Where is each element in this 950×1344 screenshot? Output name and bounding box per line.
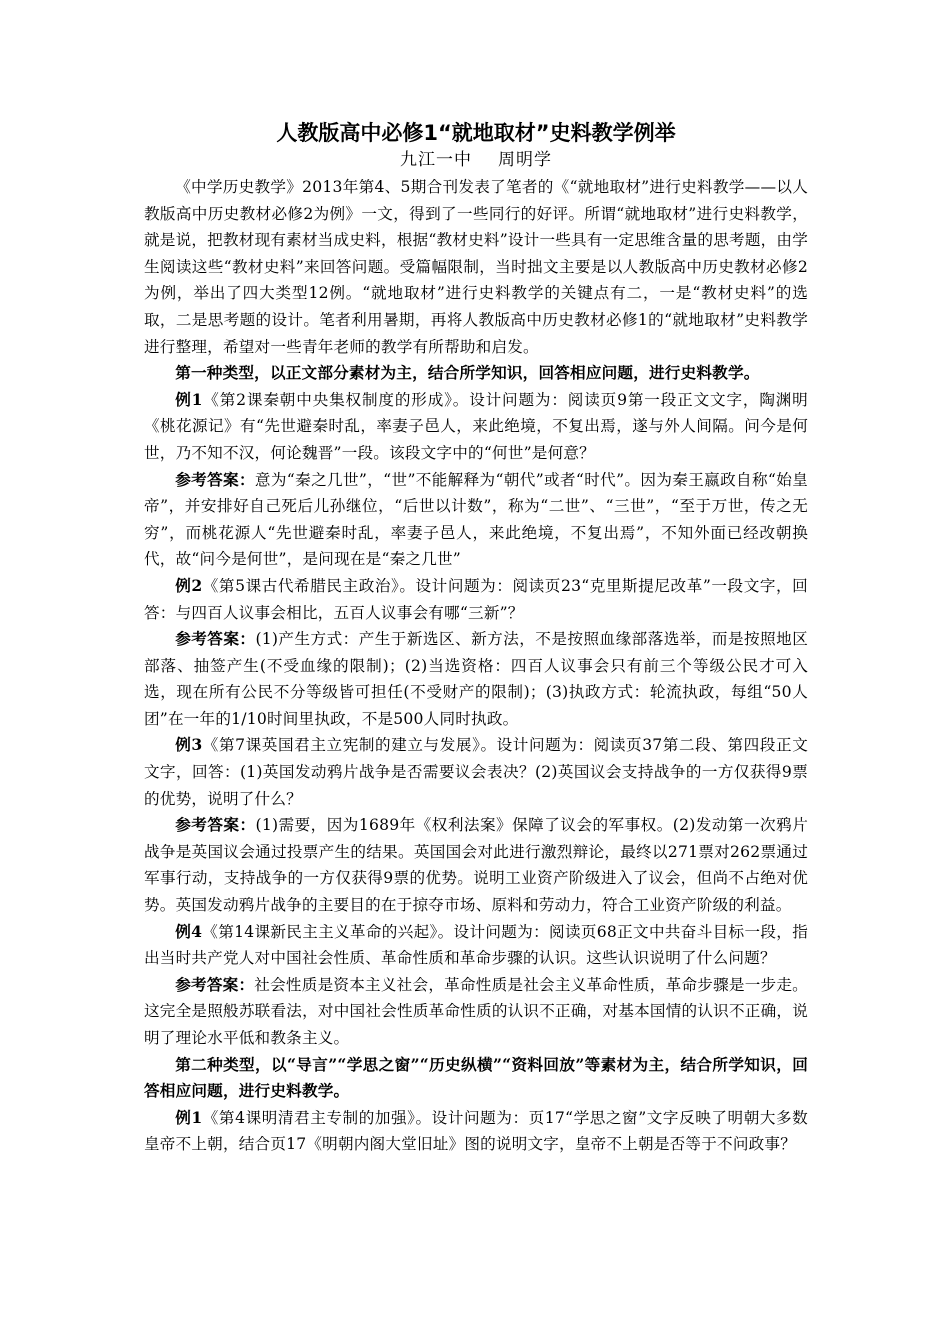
section2-example1-question bbox=[144, 1105, 808, 1158]
answer-label: 参考答案： bbox=[175, 469, 255, 489]
section1-example2-question bbox=[144, 573, 808, 626]
example-label: 例2 bbox=[175, 575, 203, 595]
author-name: 周明学 bbox=[498, 150, 552, 170]
answer-label: 参考答案： bbox=[175, 974, 255, 994]
answer-text: (1)需要，因为1689年《权利法案》保障了议会的军事权。(2)发动第一次鸦片战争是英国议会通过投票产生的结果。英国国会对此进行激烈辩论，最终以271票对262票通过军事行动，支持战争的一方仅获得9票的优势。说明工业资产阶级进入了议会，但尚不占绝对优势。英国发动鸦片战争的主要目的在于掠夺市场、原料和劳动力，符合工业资产阶级的利益。 bbox=[144, 816, 808, 915]
example-question-text: 《第2课秦朝中央集权制度的形成》。设计问题为：阅读页9第一段正文文字，陶渊明《桃花源记》有“先世避秦时乱，率妻子邑人，来此绝境，不复出焉，遂与外人间隔。问今是何世，乃不知不汉，何论魏晋”一段。该段文字中的“何世”是何意？ bbox=[144, 390, 808, 462]
section1-example4-answer bbox=[144, 972, 808, 1052]
example-question-text: 《第7课英国君主立宪制的建立与发展》。设计问题为：阅读页37第二段、第四段正文文字，回答：(1)英国发动鸦片战争是否需要议会表决？(2)英国议会支持战争的一方仅获得9票的优势，说明了什么？ bbox=[144, 736, 808, 808]
answer-text: 意为“秦之几世”，“世”不能解释为“朝代”或者“时代”。因为秦王嬴政自称“始皇帝”，并安排好自己死后儿孙继位，“后世以计数”，称为“二世”、“三世”，“至于万世，传之无穷”，而桃花源人“先世避秦时乱，率妻子邑人，来此绝境，不复出焉”，不知外面已经改朝换代，故“问今是何世”，是问现在是“秦之几世” bbox=[144, 470, 808, 569]
document-page bbox=[144, 118, 808, 1158]
section1-example1-answer bbox=[144, 467, 808, 573]
section1-example1-question bbox=[144, 387, 808, 467]
document-title: 人教版高中必修1“就地取材”史料教学例举 bbox=[276, 121, 676, 145]
section1-example2-answer bbox=[144, 626, 808, 732]
example-label: 例1 bbox=[175, 389, 203, 409]
section2-heading: 第二种类型，以“导言”“学思之窗”“历史纵横”“资料回放”等素材为主，结合所学知识，回答相应问题，进行史料教学。 bbox=[144, 1054, 808, 1101]
section1-heading: 第一种类型，以正文部分素材为主，结合所学知识，回答相应问题，进行史料教学。 bbox=[175, 363, 760, 383]
answer-label: 参考答案： bbox=[175, 629, 256, 649]
author-line bbox=[144, 148, 808, 172]
example-label: 例4 bbox=[175, 921, 203, 941]
intro-paragraph: 《中学历史教学》2013年第4、5期合刊发表了笔者的《“就地取材”进行史料教学——以人教版高中历史教材必修2为例》一文，得到了一些同行的好评。所谓“就地取材”进行史料教学，就是说，把教材现有素材当成史料，根据“教材史料”设计一些具有一定思维含量的思考题，由学生阅读这些“教材史料”来回答问题。受篇幅限制，当时拙文主要是以人教版高中历史教材必修2为例，举出了四大类型12例。“就地取材”进行史料教学的关键点有二，一是“教材史料”的选取，二是思考题的设计。笔者利用暑期，再将人教版高中历史教材必修1的“就地取材”史料教学进行整理，希望对一些青年老师的教学有所帮助和启发。 bbox=[144, 178, 808, 356]
example-question-text: 《第4课明清君主专制的加强》。设计问题为：页17“学思之窗”文字反映了明朝大多数皇帝不上朝，结合页17《明朝内阁大堂旧址》图的说明文字，皇帝不上朝是否等于不问政事？ bbox=[144, 1108, 808, 1154]
section1-example4-question bbox=[144, 919, 808, 972]
section1-example3-question bbox=[144, 732, 808, 812]
section1-example3-answer bbox=[144, 812, 808, 918]
author-school: 九江一中 bbox=[400, 150, 472, 170]
answer-label: 参考答案： bbox=[175, 815, 256, 835]
example-label: 例3 bbox=[175, 735, 203, 755]
answer-text: (1)产生方式：产生于新选区、新方法，不是按照血缘部落选举，而是按照地区部落、抽签产生(不受血缘的限制)；(2)当选资格：四百人议事会只有前三个等级公民才可入选，现在所有公民不分等级皆可担任(不受财产的限制)；(3)执政方式：轮流执政，每组“50人团”在一年的1/10时间里执政，不是500人同时执政。 bbox=[144, 630, 808, 728]
example-question-text: 《第14课新民主主义革命的兴起》。设计问题为：阅读页68正文中共奋斗目标一段，指出当时共产党人对中国社会性质、革命性质和革命步骤的认识。这些认识说明了什么问题？ bbox=[144, 922, 808, 968]
example-label: 例1 bbox=[175, 1107, 203, 1127]
example-question-text: 《第5课古代希腊民主政治》。设计问题为：阅读页23“克里斯提尼改革”一段文字，回答：与四百人议事会相比，五百人议事会有哪“三新”？ bbox=[144, 576, 808, 622]
answer-text: 社会性质是资本主义社会，革命性质是社会主义革命性质，革命步骤是一步走。这完全是照般苏联看法，对中国社会性质革命性质的认识不正确，对基本国情的认识不正确，说明了理论水平低和教条主义。 bbox=[144, 975, 808, 1047]
